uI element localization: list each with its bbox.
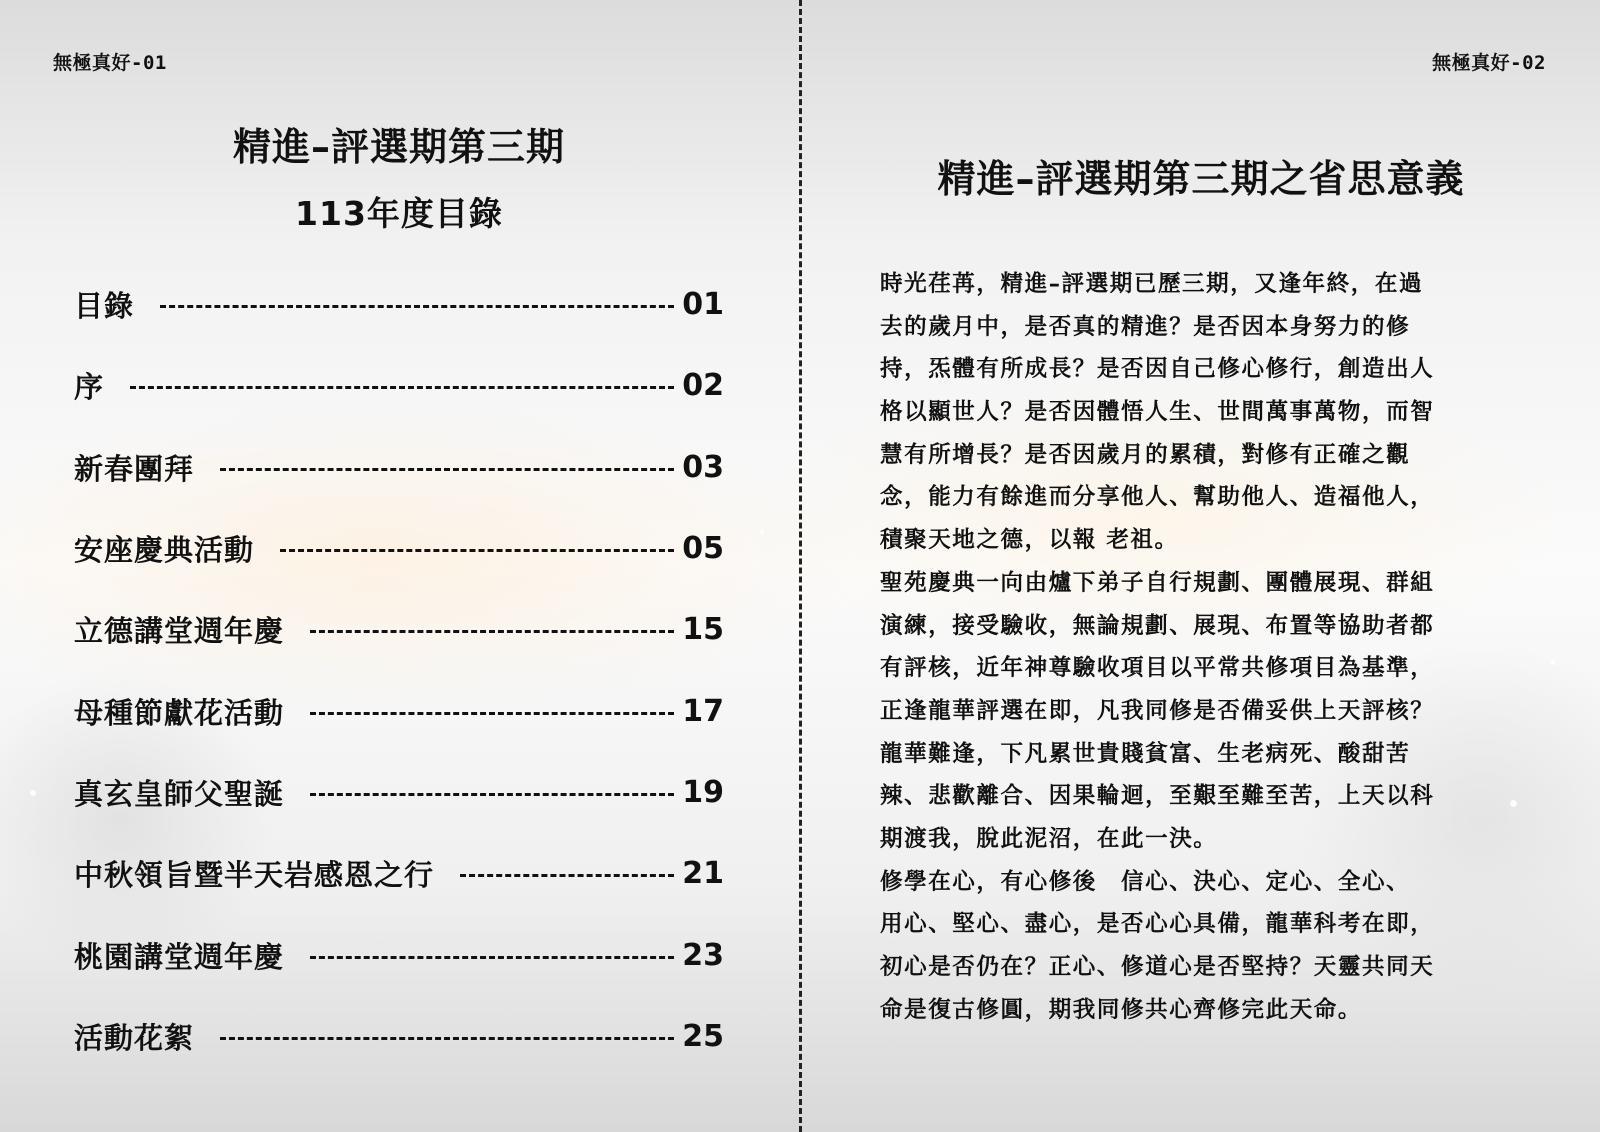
toc-row [74, 996, 724, 1077]
toc-page-number: 03 [682, 449, 724, 485]
toc-dotted-leader [280, 549, 674, 552]
toc-row [74, 264, 724, 345]
toc-dotted-leader [160, 305, 674, 308]
essay-line: 演練，接受驗收，無論規劃、展現、布置等協助者都 [880, 612, 1435, 639]
essay-line: 正逢龍華評選在即，凡我同修是否備妥供上天評核？ [880, 697, 1435, 724]
toc-label: 母種節獻花活動 [74, 695, 285, 730]
essay-title: 精進–評選期第三期之省思意義 [937, 157, 1465, 201]
toc-label: 立德講堂週年慶 [74, 614, 285, 649]
toc-dotted-leader [220, 1037, 674, 1040]
toc-row [74, 914, 724, 995]
toc-label: 安座慶典活動 [74, 533, 255, 568]
essay-line: 念，能力有餘進而分享他人、幫助他人、造福他人， [880, 484, 1435, 511]
toc-label: 新春團拜 [74, 451, 195, 486]
essay-line: 修學在心，有心修後 信心、決心、定心、全心、 [880, 868, 1411, 895]
toc-page-number: 23 [682, 937, 724, 973]
essay-line: 有評核，近年神尊驗收項目以平常共修項目為基準， [880, 655, 1435, 682]
essay-line: 命是復古修圓，期我同修共心齊修完此天命。 [880, 996, 1363, 1023]
toc-page-number: 01 [682, 287, 724, 323]
toc-label: 桃園講堂週年慶 [74, 939, 285, 974]
toc-row [74, 670, 724, 751]
essay-line: 用心、堅心、盡心，是否心心具備，龍華科考在即， [880, 911, 1435, 938]
toc-page-number: 17 [682, 693, 724, 729]
toc-row [74, 589, 724, 670]
toc-subtitle: 113年度目錄 [295, 194, 503, 233]
page-number: 無極真好-02 [1432, 52, 1546, 74]
toc-page-number: 19 [682, 774, 724, 810]
toc-row [74, 345, 724, 426]
toc-dotted-leader [130, 386, 674, 389]
essay-line: 持，炁體有所成長？是否因自己修心修行，創造出人 [880, 356, 1435, 383]
page-number: 無極真好-01 [53, 52, 167, 74]
toc-row [74, 427, 724, 508]
toc-page-number: 25 [682, 1018, 724, 1054]
toc-dotted-leader [310, 956, 674, 959]
toc-dotted-leader [310, 630, 674, 633]
toc-label: 中秋領旨暨半天岩感恩之行 [74, 858, 435, 893]
toc-label: 序 [74, 370, 105, 405]
toc-row [74, 833, 724, 914]
toc-page-number: 15 [682, 612, 724, 648]
essay-line: 時光荏苒，精進–評選期已歷三期，又逢年終，在過 [880, 271, 1424, 297]
essay-line: 慧有所增長？是否因歲月的累積，對修有正確之觀 [880, 441, 1411, 468]
toc-page-number: 05 [682, 531, 724, 567]
essay-line: 聖苑慶典一向由爐下弟子自行規劃、團體展現、群組 [880, 569, 1435, 596]
toc-dotted-leader [310, 712, 674, 715]
toc-dotted-leader [460, 874, 674, 877]
toc-dotted-leader [220, 468, 674, 471]
essay-line: 去的歲月中，是否真的精進？是否因本身努力的修 [880, 313, 1411, 340]
essay-line: 龍華難逢，下凡累世貴賤貧富、生老病死、酸甜苦 [880, 740, 1411, 767]
toc-row [74, 752, 724, 833]
essay-line: 格以顯世人？是否因體悟人生、世間萬事萬物，而智 [880, 399, 1435, 426]
essay-line: 初心是否仍在？正心、修道心是否堅持？天靈共同天 [880, 954, 1435, 980]
essay-body [880, 263, 1516, 1031]
table-of-contents [74, 264, 724, 1077]
toc-label: 目錄 [74, 289, 135, 324]
toc-page-number: 21 [682, 856, 724, 892]
essay-line: 積聚天地之德，以報 老祖。 [880, 527, 1179, 554]
essay-line: 辣、悲歡離合、因果輪迴，至艱至難至苦，上天以科 [880, 783, 1435, 810]
toc-label: 真玄皇師父聖誕 [74, 776, 285, 811]
essay-line: 期渡我，脫此泥沼，在此一決。 [880, 825, 1218, 852]
toc-row [74, 508, 724, 589]
left-page [0, 0, 798, 1132]
toc-page-number: 02 [682, 368, 724, 404]
toc-label: 活動花絮 [74, 1020, 195, 1055]
toc-title: 精進–評選期第三期 [232, 125, 565, 169]
toc-dotted-leader [310, 793, 674, 796]
